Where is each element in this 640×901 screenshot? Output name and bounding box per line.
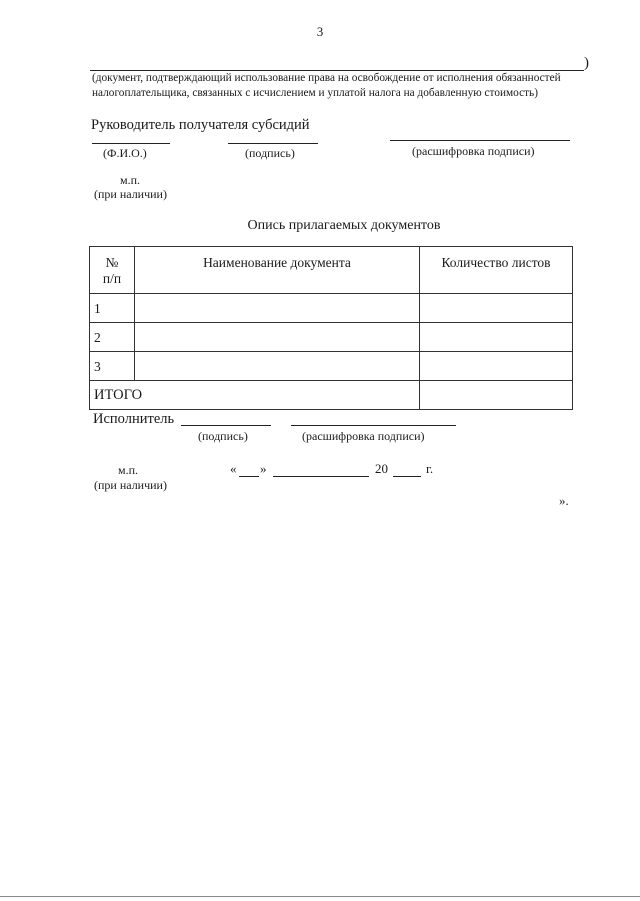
inventory-table (89, 246, 573, 410)
page-bottom-edge (0, 896, 640, 897)
document-caption-line-1: (документ, подтверждающий использование права на освобождение от исполнения обязанностей (92, 72, 561, 84)
date-year-line (393, 476, 421, 477)
total-row (90, 381, 573, 410)
executor-decoding-caption: (расшифровка подписи) (302, 429, 425, 443)
executor-label: Исполнитель (93, 411, 175, 427)
header-num-line-2: п/п (102, 271, 122, 286)
row-num: 3 (90, 352, 135, 381)
inventory-title: Опись прилагаемых документов (247, 218, 441, 233)
fio-caption: (Ф.И.О.) (103, 146, 147, 160)
date-close-quote: » (260, 461, 267, 476)
executor-signature-caption: (подпись) (198, 429, 248, 443)
row-sheet-count (420, 294, 573, 323)
table-row (90, 352, 573, 381)
row-sheet-count (420, 323, 573, 352)
row-document-name (135, 323, 420, 352)
document-closing-paren: ) (584, 55, 589, 71)
date-day-line (239, 476, 259, 477)
row-num: 2 (90, 323, 135, 352)
document-caption-line-2: налогоплательщика, связанных с исчислением и уплатой налога на добавленную стоимость) (92, 87, 538, 99)
header-document-name: Наименование документа (135, 247, 420, 294)
row-num: 1 (90, 294, 135, 323)
date-open-quote: « (230, 461, 237, 476)
table-row (90, 294, 573, 323)
header-num-line-1: № (105, 255, 119, 270)
total-sheet-count (420, 381, 573, 410)
decoding-caption: (расшифровка подписи) (412, 144, 535, 158)
fio-line (92, 143, 170, 144)
total-label: ИТОГО (90, 381, 420, 410)
date-month-line (273, 476, 369, 477)
signature-line (228, 143, 318, 144)
header-num (90, 247, 135, 294)
date-year-prefix: 20 (375, 461, 388, 476)
executor-stamp-note: (при наличии) (94, 478, 167, 492)
document-fill-line (90, 70, 584, 71)
executor-signature-line (181, 425, 271, 426)
stamp-note: (при наличии) (94, 187, 167, 201)
header-sheet-count: Количество листов (420, 247, 573, 294)
row-document-name (135, 352, 420, 381)
decoding-line (390, 140, 570, 141)
table-row (90, 323, 573, 352)
stamp-label: м.п. (120, 173, 141, 187)
page-number: 3 (316, 24, 324, 39)
executor-decoding-line (291, 425, 456, 426)
head-signature-heading: Руководитель получателя субсидий (91, 117, 310, 133)
row-document-name (135, 294, 420, 323)
closing-mark: ». (559, 493, 569, 508)
date-year-suffix: г. (426, 461, 434, 476)
executor-stamp-label: м.п. (118, 463, 139, 477)
signature-caption: (подпись) (245, 146, 295, 160)
inventory-header-row (90, 247, 573, 294)
row-sheet-count (420, 352, 573, 381)
